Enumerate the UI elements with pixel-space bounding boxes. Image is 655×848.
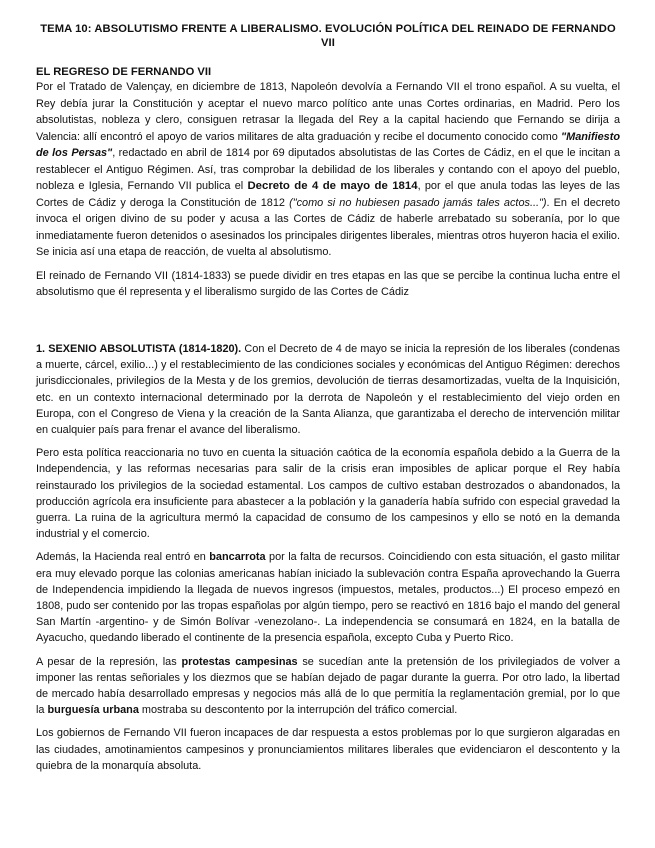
document-title: TEMA 10: ABSOLUTISMO FRENTE A LIBERALISMO. EVOLUCIÓN POLÍTICA DEL REINADO DE FERNANDO VII (40, 23, 616, 49)
decree-quote: ("como si no hubiesen pasado jamás tales actos...") (289, 196, 547, 209)
text-run: , por el que anula todas las leyes de las Cortes de Cádiz y deroga la Constitución de 1812 (36, 180, 620, 209)
paragraph-etapas: El reinado de Fernando VII (1814-1833) se puede dividir en tres etapas en las que se percibe la continua lucha entre el absolutismo que él representa y el liberalismo surgido de las Cortes de Cádiz (36, 269, 620, 298)
text-run: se sucedían ante la pretensión de los privilegiados de volver a imponer las rentas señoriales y los diezmos que se habían dejado de pagar durante la guerra. Por otro lado, la libertad de mercado había desarrollado empresas y negocios más allá de lo que permitía la reglamentación gremial, por lo que la (36, 655, 621, 717)
text-run: , redactado en abril de 1814 por 69 diputados absolutistas de las Cortes de Cádiz, en el que le incitan a restablecer el Antiguo Régimen. Así, tras comprobar la debilidad de los liberales y contando con el apoyo del pueblo, nobleza e Iglesia, Fernando VII publica el (36, 147, 620, 192)
decreto-emphasis: Decreto de 4 de mayo de 1814 (247, 180, 418, 192)
protestas-emphasis: protestas campesinas (181, 655, 298, 668)
text-run: mostraba su descontento por la interrupción del tráfico comercial. (138, 704, 458, 717)
manifiesto-persas-emphasis: "Manifiesto de los Persas" (36, 130, 620, 159)
text-run: Además, la Hacienda real entró en (36, 551, 210, 564)
paragraph-gobiernos: Los gobiernos de Fernando VII fueron incapaces de dar respuesta a estos problemas por lo que surgieron algaradas en las ciudades, amotinamientos campesinos y pronunciamientos militares liberales que evidenciaron el descontento y la quiebra de la monarquía absoluta. (36, 727, 620, 772)
paragraph-sexenio (36, 341, 620, 438)
bancarrota-emphasis: bancarrota (209, 551, 266, 564)
text-run: Por el Tratado de Valençay, en diciembre de 1813, Napoleón devolvía a Fernando VII el trono español. A su vuelta, el Rey debía jurar la Constitución y aceptar el nuevo marco político ante unas Cortes ordinarias, en Madrid. Pero los absolutistas, nobleza y clero, consiguen retrasar la llegada del Rey a la capital haciendo que Fernando se dirija a Valencia: allí encontró el apoyo de varios militares de alta graduación y recibe el documento conocido como (36, 81, 620, 143)
text-run: Con el Decreto de 4 de mayo se inicia la represión de los liberales (condenas a muerte, cárcel, exilio...) y el restablecimiento de las condiciones sociales y económicas del Antiguo Régimen: derechos jurisdiccionales, privilegios de la Mesta y de los gremios, devolución de tierras desamortizadas, vuelta de la Inquisición, etc. en un contexto internacional determinado por la derrota de Napoleón y el restablecimiento del viejo orden en Europa, con el Congreso de Viena y la creación de la Santa Alianza, que garantizaba el derecho de intervención militar en cualquier país para frenar el avance del liberalismo. (36, 342, 620, 436)
section-spacer (36, 307, 620, 341)
paragraph-economia: Pero esta política reaccionaria no tuvo en cuenta la situación caótica de la economía española debido a la Guerra de la Independencia, y las reformas necesarias para salir de la crisis eran imposibles de aplicar porque el Rey había reinstaurado los privilegios de la sociedad estamental. Los campos de cultivo estaban destrozados o abandonados, la producción agrícola era insuficiente para abastecer a la población y la ganadería había sufrido con especial gravedad la guerra. La ruina de la agricultura mermó la capacidad de consumo de los campesinos y ello se notó en la demanda industrial y el comercio. (36, 447, 620, 541)
paragraph-hacienda (36, 549, 620, 646)
paragraph-protestas (36, 654, 620, 719)
text-run: A pesar de la represión, las (36, 655, 182, 668)
paragraph-regreso (36, 79, 620, 261)
burguesia-emphasis: burguesía urbana (47, 704, 139, 717)
section-heading-sexenio: 1. SEXENIO ABSOLUTISTA (1814-1820). (36, 342, 242, 355)
text-run: por la falta de recursos. Coincidiendo con esta situación, el gasto militar era muy elevado porque las colonias americanas habían iniciado la sublevación contra España aprovechando la Guerra de Independencia impidiendo la llegada de nuevos ingresos (impuestos, metales, productos...) El proceso empezó en 1808, pudo ser contenido por las tropas españolas por algún tiempo, pero se reactivó en 1816 bajo el mando del general San Martín -argentino- y de Simón Bolívar -venezolano-. La independencia se consumará en 1824, en la batalla de Ayacucho, quedando liberado el continente de la presencia española, excepto Cuba y Puerto Rico. (36, 551, 620, 645)
section-heading-regreso: EL REGRESO DE FERNANDO VII (36, 66, 212, 78)
text-run: . En el decreto invoca el origen divino de su poder y acusa a las Cortes de Cádiz de haberle arrebatado su soberanía, por lo que inmediatamente fueron detenidos o asesinados los principales dirigentes liberales, mientras otros huyeron hacia el exilio. Se inicia así una etapa de reacción, de vuelta al absolutismo. (36, 196, 620, 258)
